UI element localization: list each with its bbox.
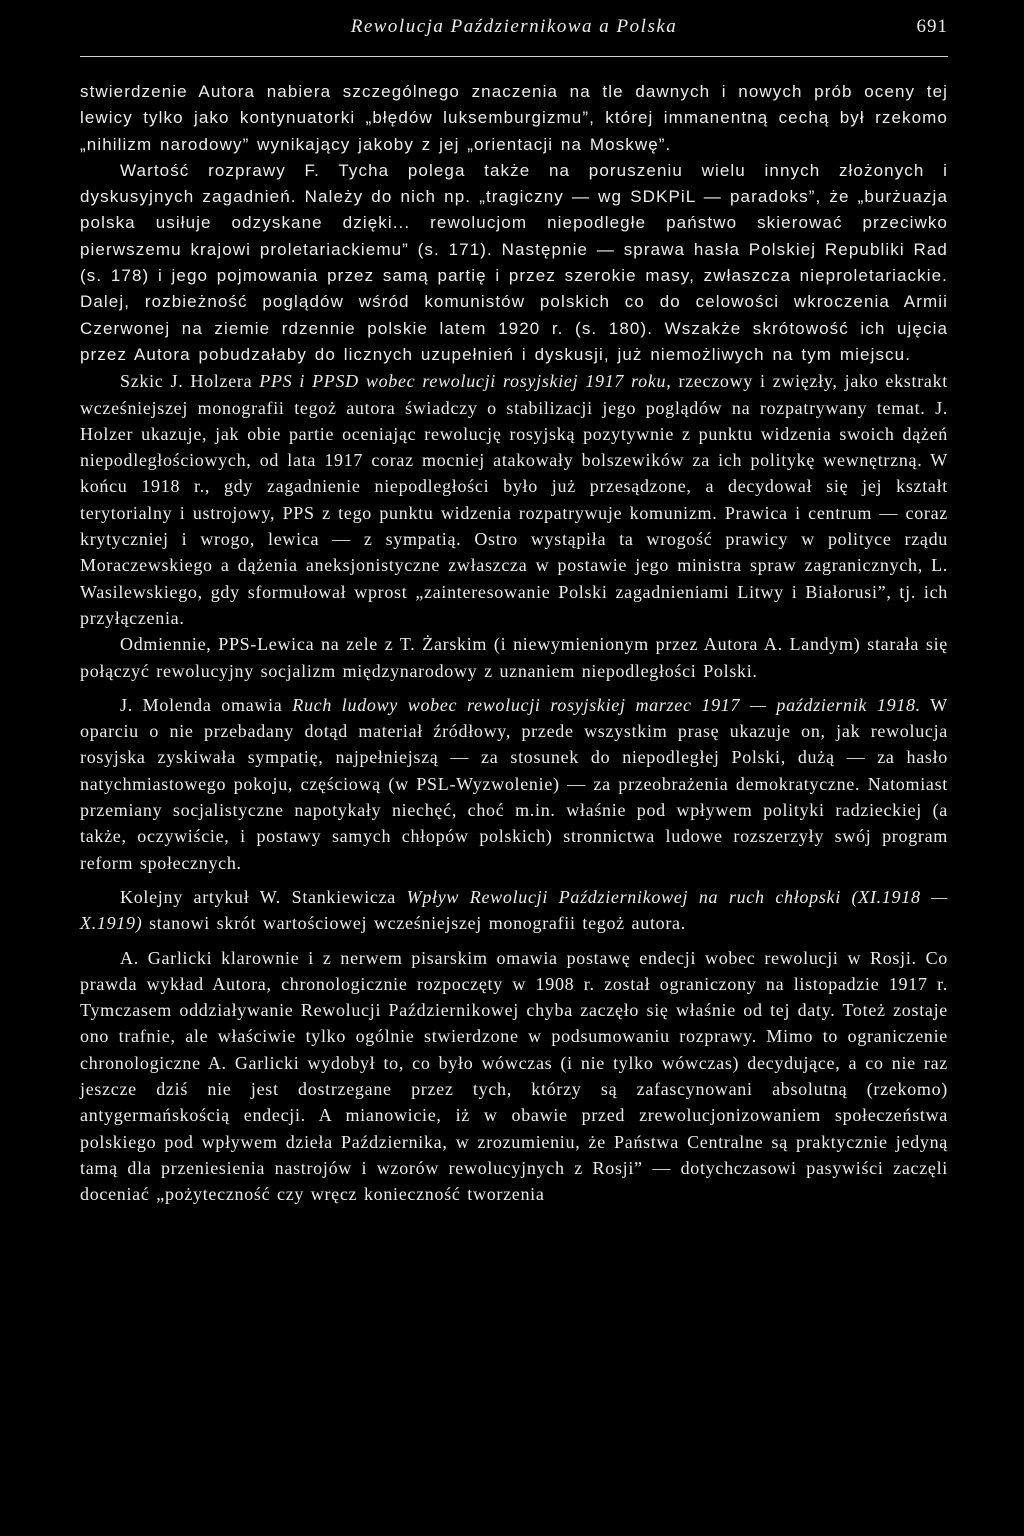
paragraph-p3 — [80, 368, 948, 631]
running-title: Rewolucja Październikowa a Polska — [350, 16, 678, 37]
paragraph-p1 — [80, 79, 948, 158]
paragraph-text: Odmiennie, PPS-Lewica na zele z T. Żarskim (i niewymienionym przez Autora A. Landym) starała się połączyć rewolucyjny socjalizm międzynarodowy z uznaniem niepodległości Polski. — [80, 634, 948, 681]
paragraph-text: stanowi skrót wartościowej wcześniejszej monografii tegoż autora. — [142, 913, 686, 934]
body-text — [80, 79, 948, 1207]
paragraph-text: Wartość rozprawy F. Tycha polega także na poruszeniu wielu innych złożonych i dyskusyjnych zagadnień. Należy do nich np. „tragiczny — wg SDKPiL — paradoks”, że „burżuazja polska usiłuje odzyskane dzięki... rewolucjom niepodległe państwo skierować przeciwko pierwszemu krajowi proletariackiemu” (s. 171). Następnie — sprawa hasła Polskiej Republiki Rad (s. 178) i jego pojmowania przez samą partię i przez szerokie masy, zwłaszcza nieproletariackie. Dalej, rozbieżność poglądów wśród komunistów polskich co do celowości wkroczenia Armii Czerwonej na ziemie rdzennie polskie latem 1920 r. (s. 180). Wszakże skrótowość ich ujęcia przez Autora pobudzałaby do licznych uzupełnień i dyskusji, już niemożliwych na tym miejscu. — [80, 160, 948, 364]
page-number: 691 — [916, 16, 948, 37]
paragraph-text: stwierdzenie Autora nabiera szczególnego znaczenia na tle dawnych i nowych prób oceny tej lewicy tylko jako kontynuatorki „błędów luksemburgizmu”, której immanentną cechą był rzekomo „nihilizm narodowy” wynikający jakoby z jej „orientacji na Moskwę”. — [80, 82, 948, 154]
paragraph-text: Kolejny artykuł W. Stankiewicza — [120, 886, 407, 907]
paragraph-p5 — [80, 692, 948, 876]
paragraph-p4 — [80, 631, 948, 684]
paragraph-text: J. Molenda omawia — [120, 694, 293, 715]
book-page — [80, 0, 948, 1207]
paragraph-text: W oparciu o nie przebadany dotąd materiał źródłowy, przede wszystkim prasę ukazuje on, jak rewolucja rosyjska zyskiwała sympatię, najpełniejszą — za stosunek do niepodległej Polski, dużą — za hasło natychmiastowego pokoju, częściową (w PSL-Wyzwolenie) — za przeobrażenia demokratyczne. Natomiast przemiany socjalistyczne napotykały niechęć, choć m.in. właśnie pod wpływem polityki radzieckiej (a także, oczywiście, i postawy samych chłopów polskich) stronnictwa ludowe rozszerzyły swój program reform społecznych. — [80, 694, 948, 873]
paragraph-p6 — [80, 884, 948, 937]
paragraph-text: A. Garlicki klarownie i z nerwem pisarskim omawia postawę endecji wobec rewolucji w Rosji. Co prawda wykład Autora, chronologicznie rozpoczęty w 1908 r. został ograniczony na listopadzie 1917 r. Tymczasem oddziaływanie Rewolucji Październikowej chyba zaczęło się właśnie od tej daty. Toteż zostaje ono trafnie, ale właściwie tylko ogólnie stwierdzone w podsumowaniu rozprawy. Mimo to ograniczenie chronologiczne A. Garlicki wydobył to, co było wówczas (i nie tylko wówczas) decydujące, a co nie raz jeszcze dziś nie jest dostrzegane przez tych, którzy są zafascynowani absolutną (rzekomo) antygermańskością endecji. A mianowicie, iż w obawie przed zrewolucjonizowaniem społeczeństwa polskiego pod wpływem dzieła Października, w zrozumieniu, że Państwa Centralne są praktycznie jedyną tamą dla przeniesienia nastrojów i wzorów rewolucyjnych z Rosji” — dotychczasowi pasywiści zaczęli doceniać „pożyteczność czy wręcz konieczność tworzenia — [80, 947, 948, 1205]
paragraph-p2 — [80, 158, 948, 368]
italic-title-text: PPS i PPSD wobec rewolucji rosyjskiej 1917 roku, — [259, 371, 672, 392]
italic-title-text: Wpływ Rewolucji Październikowej na ruch chłopski (XI.1918 — X.1919) — [80, 886, 948, 934]
paragraph-p7 — [80, 945, 948, 1208]
paragraph-text: Szkic J. Holzera — [120, 371, 260, 392]
italic-title-text: Ruch ludowy wobec rewolucji rosyjskiej marzec 1917 — październik 1918. — [292, 694, 921, 715]
paragraph-text: rzeczowy i zwięzły, jako ekstrakt wcześniejszej monografii tegoż autora świadczy o stabilizacji jego poglądów na rozpatrywany temat. J. Holzer ukazuje, jak obie partie oceniając rewolucję rosyjską pozytywnie z punktu widzenia swoich dążeń niepodległościowych, od lata 1917 coraz mocniej atakowały bolszewików za ich politykę wewnętrzną. W końcu 1918 r., gdy zagadnienie niepodległości było już przesądzone, a decydował się jej kształt terytorialny i ustrojowy, PPS z tego punktu widzenia rozpatrywuje komunizm. Prawica i centrum — coraz krytyczniej i wrogo, lewica — z sympatią. Ostro wystąpiła ta wrogość prawicy w polityce rządu Moraczewskiego a dążenia aneksjonistyczne zwłaszcza w postawie jego ministra spraw zagranicznych, L. Wasilewskiego, gdy sformułował wprost „zainteresowanie Polski zagadnieniami Litwy i Białorusi”, tj. ich przyłączenia. — [80, 371, 948, 628]
running-header — [80, 0, 948, 57]
